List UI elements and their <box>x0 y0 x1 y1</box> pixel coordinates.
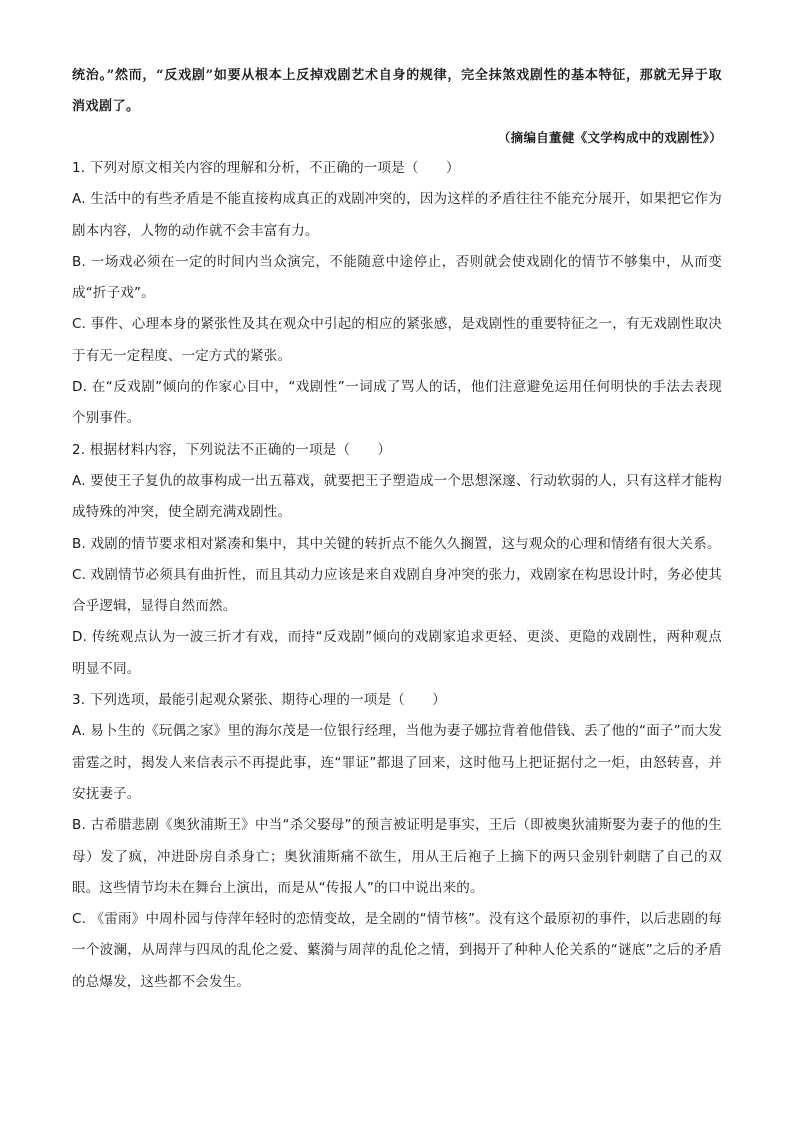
question-1 <box>72 153 722 435</box>
passage-text: 统治。”然而，“反戏剧”如要从根本上反掉戏剧艺术自身的规律，完全抹煞戏剧性的基本特征，那就无异于取消戏剧了。 <box>72 68 722 114</box>
question-stem: 1. 下列对原文相关内容的理解和分析，不正确的一项是（ ） <box>72 160 460 176</box>
option-c: C. 戏剧情节必须具有曲折性，而且其动力应该是来自戏剧自身冲突的张力，戏剧家在构思设计时，务必使其合乎逻辑，显得自然而然。 <box>72 566 722 615</box>
option-a: A. 要使王子复仇的故事构成一出五幕戏，就要把王子塑造成一个思想深邃、行动软弱的人，只有这样才能构成特殊的冲突，使全剧充满戏剧性。 <box>72 472 722 521</box>
option-a: A. 生活中的有些矛盾是不能直接构成真正的戏剧冲突的，因为这样的矛盾往往不能充分展开，如果把它作为剧本内容，人物的动作就不会丰富有力。 <box>72 191 722 239</box>
question-2 <box>72 435 722 685</box>
option-a: A. 易卜生的《玩偶之家》里的海尔茂是一位银行经理，当他为妻子娜拉背着他借钱、丢了他的“面子”而大发雷霆之时，揭发人来信表示不再提此事，连“罪证”都退了回来，这时他马上把证据付之一炬，由怒转喜，并安抚妻子。 <box>72 723 722 802</box>
question-stem: 3. 下列选项，最能引起观众紧张、期待心理的一项是（ ） <box>72 692 446 709</box>
option-d: D. 在“反戏剧”倾向的作家心目中，“戏剧性”一词成了骂人的话，他们注意避免运用任何明快的手法去表现个别事件。 <box>72 379 722 427</box>
option-b: B. 古希腊悲剧《奥狄浦斯王》中当“杀父娶母”的预言被证明是事实，王后（即被奥狄浦斯娶为妻子的他的生母）发了疯，冲进卧房自杀身亡；奥狄浦斯痛不欲生，用从王后袍子上摘下的两只金别针刺瞎了自己的双眼。这些情节均未在舞台上演出，而是从“传报人”的口中说出来的。 <box>72 817 722 896</box>
question-stem: 2. 根据材料内容，下列说法不正确的一项是（ ） <box>72 441 392 458</box>
passage-source: （摘编自董健《文学构成中的戏剧性》） <box>497 130 722 145</box>
option-b: B. 戏剧的情节要求相对紧凑和集中，其中关键的转折点不能久久搁置，这与观众的心理和情绪有很大关系。 <box>72 535 721 552</box>
option-c: C. 事件、心理本身的紧张性及其在观众中引起的相应的紧张感，是戏剧性的重要特征之一，有无戏剧性取决于有无一定程度、一定方式的紧张。 <box>72 316 722 364</box>
question-3 <box>72 685 722 998</box>
option-b: B. 一场戏必须在一定的时间内当众演完，不能随意中途停止，否则就会使戏剧化的情节不够集中，从而变成“折子戏”。 <box>72 253 722 302</box>
option-d: D. 传统观点认为一波三折才有戏，而持“反戏剧”倾向的戏剧家追求更轻、更淡、更隐的戏剧性，两种观点明显不同。 <box>72 629 722 677</box>
option-c: C. 《雷雨》中周朴园与侍萍年轻时的恋情变故，是全剧的“情节核”。没有这个最原初的事件，以后悲剧的每一个波澜，从周萍与四凤的乱伦之爱、蘩漪与周萍的乱伦之情，到揭开了种种人伦关系的“谜底”之后的矛盾的总爆发，这些都不会发生。 <box>72 911 722 990</box>
document-page <box>72 60 722 998</box>
